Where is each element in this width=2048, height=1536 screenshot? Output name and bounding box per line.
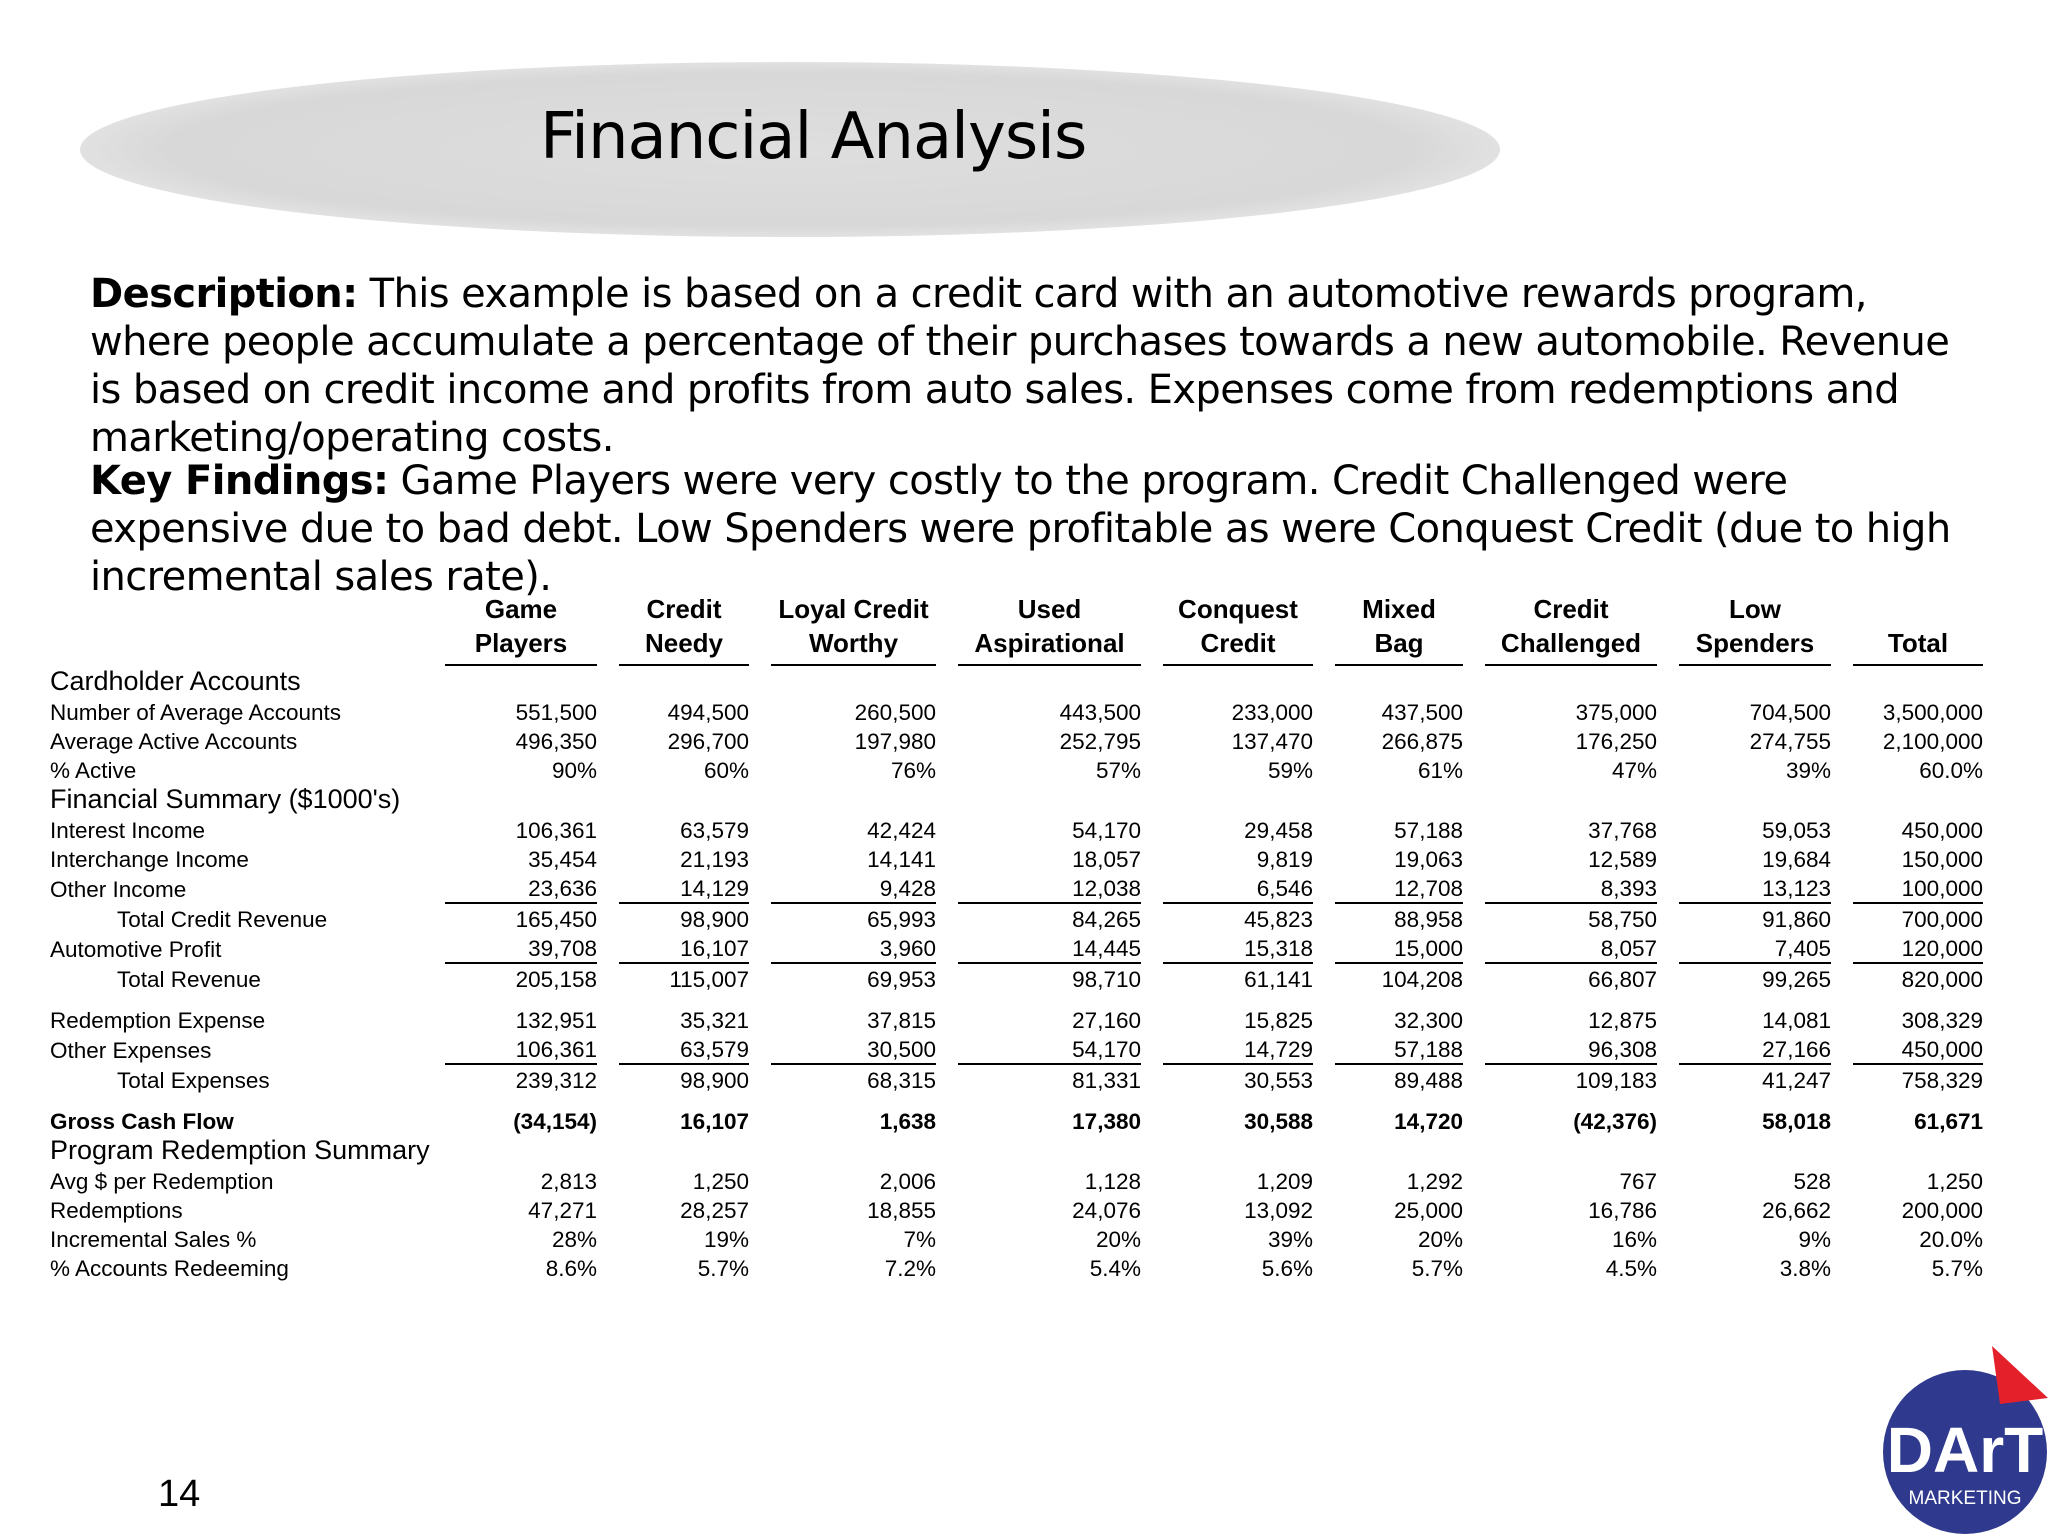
cell-value: 14,141 bbox=[867, 847, 936, 872]
cell-value: 39,708 bbox=[445, 933, 597, 963]
table-row bbox=[50, 697, 1983, 726]
column-header bbox=[1485, 592, 1657, 665]
row-label: Other Expenses bbox=[50, 1038, 212, 1063]
cell-value: 61,141 bbox=[1244, 967, 1313, 992]
row-label: Total Revenue bbox=[117, 967, 261, 992]
cell-value: 9% bbox=[1798, 1227, 1831, 1252]
cell-value: 19,684 bbox=[1762, 847, 1831, 872]
cell-value: 496,350 bbox=[515, 729, 597, 754]
cell-value: 1,128 bbox=[1084, 1169, 1141, 1194]
table-row bbox=[50, 1253, 1983, 1282]
cell-value: (42,376) bbox=[1573, 1109, 1657, 1134]
cell-value: 820,000 bbox=[1901, 967, 1983, 992]
cell-value: 98,900 bbox=[680, 907, 749, 932]
cell-value: 165,450 bbox=[515, 907, 597, 932]
cell-value: 5.7% bbox=[1411, 1256, 1463, 1281]
table-row bbox=[50, 1166, 1983, 1195]
cell-value: 20% bbox=[1095, 1227, 1141, 1252]
cell-value: 252,795 bbox=[1059, 729, 1141, 754]
cell-value: 450,000 bbox=[1853, 1034, 1983, 1064]
cell-value: 197,980 bbox=[854, 729, 936, 754]
column-header-line: Low bbox=[1729, 594, 1781, 624]
cell-value: 308,329 bbox=[1901, 1008, 1983, 1033]
table-row bbox=[50, 1195, 1983, 1224]
cell-value: 57,188 bbox=[1335, 1034, 1463, 1064]
cell-value: 81,331 bbox=[1072, 1068, 1141, 1093]
cell-value: 37,768 bbox=[1588, 818, 1657, 843]
cell-value: 60% bbox=[703, 758, 749, 783]
cell-value: 42,424 bbox=[867, 818, 936, 843]
cell-value: 7% bbox=[903, 1227, 936, 1252]
cell-value: 88,958 bbox=[1394, 907, 1463, 932]
cell-value: 16% bbox=[1611, 1227, 1657, 1252]
cell-value: 767 bbox=[1619, 1169, 1657, 1194]
cell-value: 54,170 bbox=[958, 1034, 1141, 1064]
cell-value: 4.5% bbox=[1605, 1256, 1657, 1281]
cell-value: 96,308 bbox=[1485, 1034, 1657, 1064]
cell-value: 23,636 bbox=[445, 873, 597, 903]
cell-value: 47,271 bbox=[528, 1198, 597, 1223]
column-header-line: Loyal Credit bbox=[778, 594, 929, 624]
row-label: Number of Average Accounts bbox=[50, 700, 342, 725]
table-row bbox=[50, 873, 1983, 903]
cell-value: 58,018 bbox=[1762, 1109, 1831, 1134]
row-label: Total Credit Revenue bbox=[117, 907, 328, 932]
cell-value: 18,057 bbox=[1072, 847, 1141, 872]
cell-value: 14,445 bbox=[958, 933, 1141, 963]
row-label: Gross Cash Flow bbox=[50, 1109, 234, 1134]
cell-value: 12,708 bbox=[1335, 873, 1463, 903]
table-row bbox=[50, 726, 1983, 755]
cell-value: 3,960 bbox=[771, 933, 936, 963]
cell-value: 30,588 bbox=[1244, 1109, 1313, 1134]
logo-text-marketing: MARKETING bbox=[1908, 1488, 2022, 1509]
cell-value: 63,579 bbox=[680, 818, 749, 843]
description-text: This example is based on a credit card with an automotive rewards program, where people accumulate a percentage of their purchases towards a new automobile. Revenue is based on credit income and profits from auto sales. Expenses come from redemptions and marketing/operating costs. bbox=[90, 271, 1950, 461]
cell-value: 15,825 bbox=[1244, 1008, 1313, 1033]
table-header-row bbox=[50, 592, 1983, 665]
cell-value: 27,166 bbox=[1679, 1034, 1831, 1064]
cell-value: 100,000 bbox=[1853, 873, 1983, 903]
cell-value: 58,750 bbox=[1588, 907, 1657, 932]
table-row bbox=[50, 844, 1983, 873]
description-label: Description: bbox=[90, 271, 358, 317]
cell-value: 137,470 bbox=[1231, 729, 1313, 754]
spacer-row bbox=[50, 1094, 1983, 1106]
row-label: Automotive Profit bbox=[50, 937, 222, 962]
cell-value: 57% bbox=[1095, 758, 1141, 783]
cell-value: 63,579 bbox=[619, 1034, 749, 1064]
cell-value: 12,875 bbox=[1588, 1008, 1657, 1033]
cell-value: 21,193 bbox=[680, 847, 749, 872]
section-title: Cardholder Accounts bbox=[50, 666, 301, 696]
cell-value: 30,553 bbox=[1244, 1068, 1313, 1093]
cell-value: 8,057 bbox=[1485, 933, 1657, 963]
table-row bbox=[50, 1064, 1983, 1094]
cell-value: 76% bbox=[890, 758, 936, 783]
cell-value: 39% bbox=[1785, 758, 1831, 783]
cell-value: 233,000 bbox=[1231, 700, 1313, 725]
column-header bbox=[619, 592, 749, 665]
cell-value: 2,813 bbox=[540, 1169, 597, 1194]
cell-value: 8.6% bbox=[545, 1256, 597, 1281]
cell-value: 15,000 bbox=[1335, 933, 1463, 963]
row-label: Interest Income bbox=[50, 818, 206, 843]
column-header-line: Credit bbox=[646, 594, 722, 624]
logo-text-llc: LLC bbox=[2022, 1512, 2034, 1518]
section-title: Program Redemption Summary bbox=[50, 1135, 430, 1165]
cell-value: 37,815 bbox=[867, 1008, 936, 1033]
cell-value: 25,000 bbox=[1394, 1198, 1463, 1223]
row-label: Average Active Accounts bbox=[50, 729, 298, 754]
column-header-line: Spenders bbox=[1695, 628, 1815, 658]
row-label: Other Income bbox=[50, 877, 187, 902]
cell-value: 132,951 bbox=[515, 1008, 597, 1033]
section-header-row bbox=[50, 1135, 1983, 1166]
column-header bbox=[445, 592, 597, 665]
spacer-row bbox=[50, 993, 1983, 1005]
cell-value: 176,250 bbox=[1575, 729, 1657, 754]
table-row bbox=[50, 963, 1983, 993]
row-label: Incremental Sales % bbox=[50, 1227, 257, 1252]
cell-value: 150,000 bbox=[1901, 847, 1983, 872]
column-header-line: Conquest bbox=[1178, 594, 1298, 624]
cell-value: 5.6% bbox=[1261, 1256, 1313, 1281]
cell-value: 494,500 bbox=[667, 700, 749, 725]
cell-value: 1,209 bbox=[1256, 1169, 1313, 1194]
cell-value: 29,458 bbox=[1244, 818, 1313, 843]
cell-value: 28,257 bbox=[680, 1198, 749, 1223]
cell-value: 1,250 bbox=[692, 1169, 749, 1194]
cell-value: 35,454 bbox=[528, 847, 597, 872]
cell-value: 14,129 bbox=[619, 873, 749, 903]
cell-value: 30,500 bbox=[771, 1034, 936, 1064]
cell-value: 104,208 bbox=[1381, 967, 1463, 992]
cell-value: 18,855 bbox=[867, 1198, 936, 1223]
cell-value: 54,170 bbox=[1072, 818, 1141, 843]
cell-value: 1,250 bbox=[1926, 1169, 1983, 1194]
cell-value: 65,993 bbox=[867, 907, 936, 932]
cell-value: 115,007 bbox=[669, 967, 749, 992]
column-header-line: Mixed bbox=[1362, 594, 1436, 624]
column-header-line: Credit bbox=[1533, 594, 1609, 624]
table-row bbox=[50, 755, 1983, 784]
page-number: 14 bbox=[158, 1473, 201, 1515]
cell-value: 7,405 bbox=[1679, 933, 1831, 963]
cell-value: 47% bbox=[1611, 758, 1657, 783]
cell-value: 260,500 bbox=[854, 700, 936, 725]
column-header bbox=[958, 592, 1141, 665]
row-label: Avg $ per Redemption bbox=[50, 1169, 274, 1194]
column-header bbox=[1853, 592, 1983, 665]
cell-value: 14,081 bbox=[1762, 1008, 1831, 1033]
cell-value: 2,006 bbox=[879, 1169, 936, 1194]
cell-value: 551,500 bbox=[515, 700, 597, 725]
cell-value: 24,076 bbox=[1072, 1198, 1141, 1223]
cell-value: 68,315 bbox=[867, 1068, 936, 1093]
cell-value: 3.8% bbox=[1779, 1256, 1831, 1281]
column-header bbox=[1335, 592, 1463, 665]
table-row bbox=[50, 903, 1983, 933]
table-row bbox=[50, 1224, 1983, 1253]
cell-value: 437,500 bbox=[1381, 700, 1463, 725]
logo-text-dart: DArT bbox=[1886, 1414, 2044, 1486]
cell-value: 16,107 bbox=[680, 1109, 749, 1134]
cell-value: 9,819 bbox=[1256, 847, 1313, 872]
cell-value: 91,860 bbox=[1762, 907, 1831, 932]
cell-value: 200,000 bbox=[1901, 1198, 1983, 1223]
cell-value: 84,265 bbox=[1072, 907, 1141, 932]
cell-value: 16,786 bbox=[1588, 1198, 1657, 1223]
cell-value: 205,158 bbox=[515, 967, 597, 992]
row-label: Redemption Expense bbox=[50, 1008, 266, 1033]
section-header-row bbox=[50, 665, 1983, 697]
cell-value: 1,638 bbox=[879, 1109, 936, 1134]
row-label: Interchange Income bbox=[50, 847, 249, 872]
column-header-line: Aspirational bbox=[974, 628, 1125, 658]
column-header-line: Game bbox=[484, 594, 558, 624]
cell-value: 57,188 bbox=[1394, 818, 1463, 843]
cell-value: 27,160 bbox=[1072, 1008, 1141, 1033]
cell-value: 5.7% bbox=[1931, 1256, 1983, 1281]
column-header-line: Total bbox=[1887, 628, 1949, 658]
column-header-line: Needy bbox=[644, 628, 724, 658]
section-header-row bbox=[50, 784, 1983, 815]
row-label: % Active bbox=[50, 758, 137, 783]
cell-value: 6,546 bbox=[1163, 873, 1313, 903]
page-title: Financial Analysis bbox=[540, 100, 1087, 174]
column-header-line: Challenged bbox=[1500, 628, 1642, 658]
cell-value: 66,807 bbox=[1588, 967, 1657, 992]
cell-value: 28% bbox=[551, 1227, 597, 1252]
table-row bbox=[50, 933, 1983, 963]
column-header-line bbox=[1853, 592, 1983, 626]
cell-value: 1,292 bbox=[1406, 1169, 1463, 1194]
row-label: Total Expenses bbox=[117, 1068, 270, 1093]
description-paragraph bbox=[90, 270, 1990, 462]
cell-value: 5.7% bbox=[697, 1256, 749, 1281]
cell-value: 13,123 bbox=[1679, 873, 1831, 903]
cell-value: 16,107 bbox=[619, 933, 749, 963]
cell-value: 239,312 bbox=[515, 1068, 597, 1093]
cell-value: 19,063 bbox=[1394, 847, 1463, 872]
cell-value: 9,428 bbox=[771, 873, 936, 903]
cell-value: 106,361 bbox=[445, 1034, 597, 1064]
table-row bbox=[50, 1005, 1983, 1034]
cell-value: 89,488 bbox=[1394, 1068, 1463, 1093]
column-header bbox=[771, 592, 936, 665]
cell-value: 109,183 bbox=[1575, 1068, 1657, 1093]
table-row bbox=[50, 1034, 1983, 1064]
cell-value: 106,361 bbox=[515, 818, 597, 843]
cell-value: 266,875 bbox=[1381, 729, 1463, 754]
cell-value: 26,662 bbox=[1762, 1198, 1831, 1223]
column-header-line: Players bbox=[474, 628, 568, 658]
cell-value: 700,000 bbox=[1901, 907, 1983, 932]
cell-value: 15,318 bbox=[1163, 933, 1313, 963]
cell-value: 98,900 bbox=[680, 1068, 749, 1093]
cell-value: 39% bbox=[1267, 1227, 1313, 1252]
cell-value: 60.0% bbox=[1919, 758, 1983, 783]
key-findings-text: Game Players were very costly to the program. Credit Challenged were expensive due to bad debt. Low Spenders were profitable as were Conquest Credit (due to high incremental sales rate). bbox=[90, 458, 1951, 600]
cell-value: 41,247 bbox=[1762, 1068, 1831, 1093]
cell-value: 14,720 bbox=[1394, 1109, 1463, 1134]
cell-value: 90% bbox=[551, 758, 597, 783]
cell-value: 13,092 bbox=[1244, 1198, 1313, 1223]
cell-value: 296,700 bbox=[667, 729, 749, 754]
table-row bbox=[50, 1106, 1983, 1135]
cell-value: 35,321 bbox=[680, 1008, 749, 1033]
cell-value: 20.0% bbox=[1919, 1227, 1983, 1252]
cell-value: 45,823 bbox=[1244, 907, 1313, 932]
financial-table bbox=[50, 592, 1983, 1282]
column-header-line: Credit bbox=[1200, 628, 1276, 658]
table-body bbox=[50, 665, 1983, 1282]
cell-value: 59,053 bbox=[1762, 818, 1831, 843]
row-label: Redemptions bbox=[50, 1198, 183, 1223]
cell-value: 98,710 bbox=[1072, 967, 1141, 992]
section-title: Financial Summary ($1000's) bbox=[50, 784, 401, 814]
column-header-line: Bag bbox=[1374, 628, 1424, 658]
cell-value: 758,329 bbox=[1901, 1068, 1983, 1093]
table-row bbox=[50, 815, 1983, 844]
cell-value: 61,671 bbox=[1914, 1109, 1983, 1134]
cell-value: 375,000 bbox=[1575, 700, 1657, 725]
cell-value: 32,300 bbox=[1394, 1008, 1463, 1033]
cell-value: 69,953 bbox=[867, 967, 936, 992]
cell-value: 450,000 bbox=[1901, 818, 1983, 843]
column-header-line: Used bbox=[1017, 594, 1082, 624]
key-findings-paragraph bbox=[90, 457, 1990, 601]
cell-value: 59% bbox=[1267, 758, 1313, 783]
cell-value: 443,500 bbox=[1059, 700, 1141, 725]
cell-value: 7.2% bbox=[884, 1256, 936, 1281]
column-header bbox=[1679, 592, 1831, 665]
cell-value: 120,000 bbox=[1853, 933, 1983, 963]
dart-marketing-logo bbox=[1880, 1340, 2048, 1536]
cell-value: 3,500,000 bbox=[1882, 700, 1983, 725]
cell-value: 528 bbox=[1793, 1169, 1831, 1194]
cell-value: (34,154) bbox=[513, 1109, 597, 1134]
cell-value: 99,265 bbox=[1762, 967, 1831, 992]
logo-arrow-icon bbox=[1992, 1346, 2048, 1404]
cell-value: 2,100,000 bbox=[1882, 729, 1983, 754]
cell-value: 12,038 bbox=[958, 873, 1141, 903]
cell-value: 704,500 bbox=[1749, 700, 1831, 725]
cell-value: 14,729 bbox=[1163, 1034, 1313, 1064]
cell-value: 17,380 bbox=[1072, 1109, 1141, 1134]
cell-value: 12,589 bbox=[1588, 847, 1657, 872]
cell-value: 8,393 bbox=[1485, 873, 1657, 903]
cell-value: 5.4% bbox=[1089, 1256, 1141, 1281]
column-header bbox=[1163, 592, 1313, 665]
cell-value: 274,755 bbox=[1749, 729, 1831, 754]
cell-value: 61% bbox=[1417, 758, 1463, 783]
key-findings-label: Key Findings: bbox=[90, 458, 389, 504]
cell-value: 19% bbox=[703, 1227, 749, 1252]
cell-value: 20% bbox=[1417, 1227, 1463, 1252]
column-header-line: Worthy bbox=[808, 628, 899, 658]
row-label: % Accounts Redeeming bbox=[50, 1256, 289, 1281]
